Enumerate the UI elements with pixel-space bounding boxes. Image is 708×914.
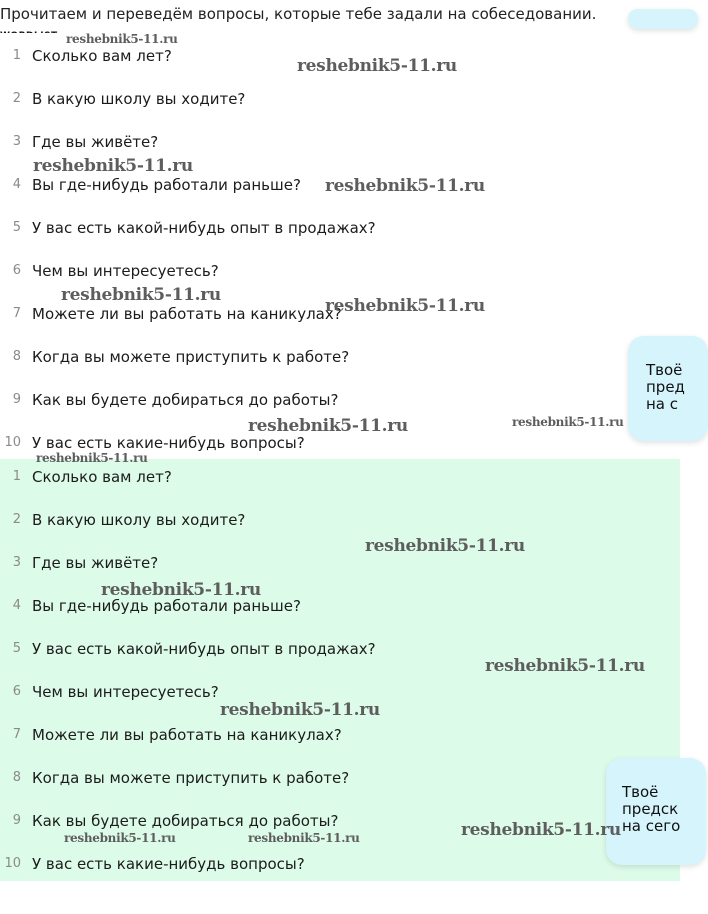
question-text: Вы где-нибудь работали раньше? bbox=[32, 597, 301, 615]
question-text: Сколько вам лет? bbox=[32, 468, 172, 486]
watermark: reshebnik5-11.ru bbox=[64, 831, 176, 845]
watermark: reshebnik5-11.ru bbox=[248, 831, 360, 845]
question-text: Как вы будете добираться до работы? bbox=[32, 391, 339, 409]
question-text: У вас есть какие-нибудь вопросы? bbox=[32, 434, 305, 452]
watermark: reshebnik5-11.ru bbox=[485, 656, 645, 676]
question-number: 8 bbox=[12, 349, 21, 364]
watermark: reshebnik5-11.ru bbox=[365, 536, 525, 556]
question-number: 9 bbox=[12, 813, 21, 828]
bubble-text bbox=[622, 784, 680, 835]
question-text: Когда вы можете приступить к работе? bbox=[32, 348, 350, 366]
watermark: reshebnik5-11.ru bbox=[325, 176, 485, 196]
info-bubble-top[interactable] bbox=[628, 9, 698, 29]
info-bubble-bottom[interactable] bbox=[606, 758, 706, 865]
question-number: 7 bbox=[12, 727, 21, 742]
watermark: reshebnik5-11.ru bbox=[461, 820, 621, 840]
question-number: 5 bbox=[12, 641, 21, 656]
question-text: Чем вы интересуетесь? bbox=[32, 262, 219, 280]
question-number: 9 bbox=[12, 392, 21, 407]
question-text: У вас есть какой-нибудь опыт в продажах? bbox=[32, 640, 376, 658]
watermark: reshebnik5-11.ru bbox=[297, 56, 457, 76]
bubble-text bbox=[646, 362, 685, 413]
questions-section-1 bbox=[0, 33, 680, 459]
question-text: У вас есть какой-нибудь опыт в продажах? bbox=[32, 219, 376, 237]
question-text: Вы где-нибудь работали раньше? bbox=[32, 176, 301, 194]
question-text: Можете ли вы работать на каникулах? bbox=[32, 305, 342, 323]
watermark: reshebnik5-11.ru bbox=[248, 416, 408, 436]
question-number: 1 bbox=[12, 48, 21, 63]
bubble-line: на сего bbox=[622, 817, 681, 835]
info-bubble-middle[interactable] bbox=[628, 336, 708, 441]
bubble-line: на с bbox=[646, 395, 679, 413]
watermark: reshebnik5-11.ru bbox=[33, 156, 193, 176]
question-text: В какую школу вы ходите? bbox=[32, 511, 246, 529]
watermark: reshebnik5-11.ru bbox=[61, 285, 221, 305]
question-number: 4 bbox=[12, 177, 21, 192]
watermark: reshebnik5-11.ru bbox=[101, 580, 261, 600]
bubble-line: предск bbox=[622, 800, 679, 818]
bubble-line: пред bbox=[646, 378, 685, 396]
question-text: У вас есть какие-нибудь вопросы? bbox=[32, 855, 305, 873]
question-number: 3 bbox=[12, 134, 21, 149]
watermark: reshebnik5-11.ru bbox=[325, 296, 485, 316]
question-text: В какую школу вы ходите? bbox=[32, 90, 246, 108]
question-number: 10 bbox=[4, 435, 21, 450]
question-text: Сколько вам лет? bbox=[32, 47, 172, 65]
watermark: reshebnik5-11.ru bbox=[220, 700, 380, 720]
watermark: reshebnik5-11.ru bbox=[512, 415, 624, 429]
question-number: 4 bbox=[12, 598, 21, 613]
bubble-line: Твоё bbox=[622, 783, 659, 801]
question-number: 8 bbox=[12, 770, 21, 785]
question-number: 1 bbox=[12, 469, 21, 484]
question-number: 5 bbox=[12, 220, 21, 235]
question-text: Чем вы интересуетесь? bbox=[32, 683, 219, 701]
question-number: 3 bbox=[12, 555, 21, 570]
question-number: 7 bbox=[12, 306, 21, 321]
question-number: 6 bbox=[12, 684, 21, 699]
question-text: Где вы живёте? bbox=[32, 133, 159, 151]
bubble-line: Твоё bbox=[646, 361, 683, 379]
watermark: reshebnik5-11.ru bbox=[36, 451, 148, 465]
question-number: 10 bbox=[4, 856, 21, 871]
question-text: Можете ли вы работать на каникулах? bbox=[32, 726, 342, 744]
watermark: reshebnik5-11.ru bbox=[66, 32, 178, 46]
question-text: Где вы живёте? bbox=[32, 554, 159, 572]
question-number: 6 bbox=[12, 263, 21, 278]
intro-text: Прочитаем и переведём вопросы, которые тебе задали на собеседовании. bbox=[0, 5, 597, 23]
question-number: 2 bbox=[12, 91, 21, 106]
question-text: Когда вы можете приступить к работе? bbox=[32, 769, 350, 787]
question-text: Как вы будете добираться до работы? bbox=[32, 812, 339, 830]
question-number: 2 bbox=[12, 512, 21, 527]
